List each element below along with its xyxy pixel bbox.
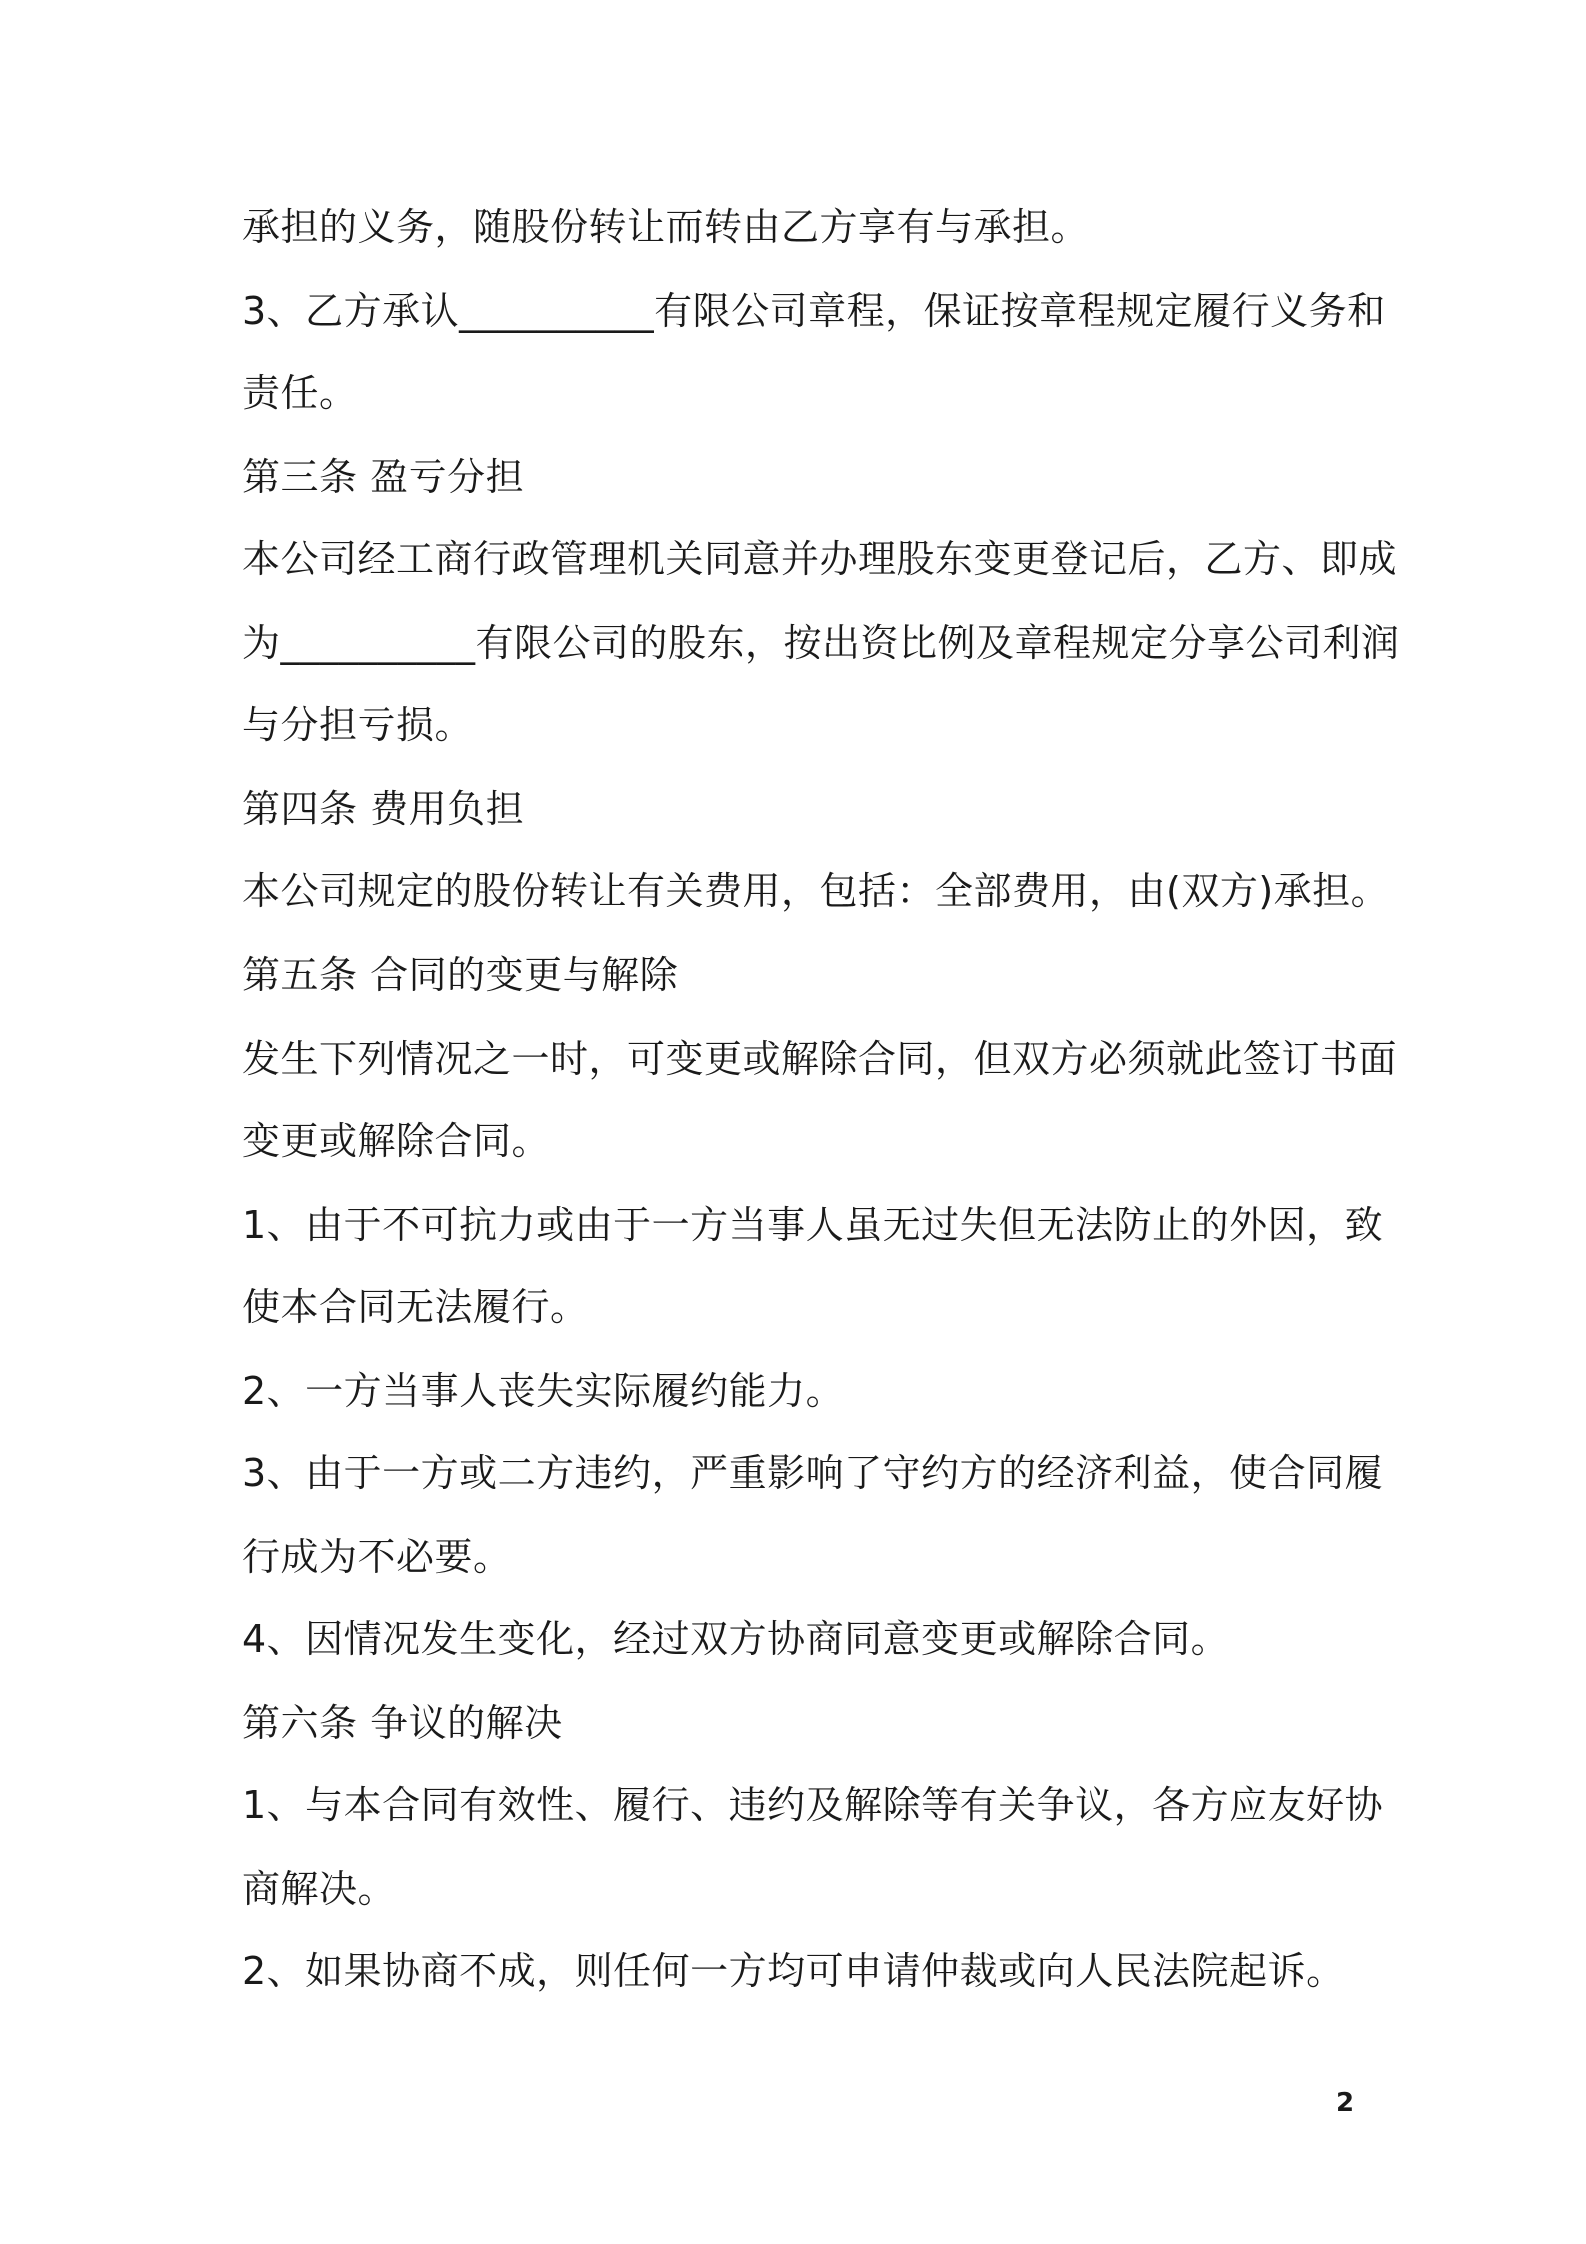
text-line: 承担的义务，随股份转让而转由乙方享有与承担。 [242,205,1090,249]
text-line: 2、如果协商不成，则任何一方均可申请仲裁或向人民法院起诉。 [242,1949,1345,1993]
page-number: 2 [1336,2088,1355,2118]
text-line: 本公司经工商行政管理机关同意并办理股东变更登记后，乙方、即成 [242,537,1398,581]
text-line: 变更或解除合同。 [242,1119,551,1163]
section-heading: 第六条 争议的解决 [242,1701,563,1745]
text-line: 为__________有限公司的股东，按出资比例及章程规定分享公司利润 [242,621,1400,665]
text-line: 使本合同无法履行。 [242,1285,589,1329]
text-line: 本公司规定的股份转让有关费用，包括：全部费用，由(双方)承担。 [242,869,1390,913]
text-line: 商解决。 [242,1867,397,1911]
text-line: 4、因情况发生变化，经过双方协商同意变更或解除合同。 [242,1617,1230,1661]
text-line: 1、与本合同有效性、履行、违约及解除等有关争议，各方应友好协 [242,1783,1384,1827]
text-line: 2、一方当事人丧失实际履约能力。 [242,1369,845,1413]
section-heading: 第四条 费用负担 [242,787,525,831]
section-heading: 第五条 合同的变更与解除 [242,953,679,997]
text-line: 1、由于不可抗力或由于一方当事人虽无过失但无法防止的外因，致 [242,1203,1384,1247]
text-line: 行成为不必要。 [242,1535,512,1579]
text-line: 责任。 [242,371,358,415]
text-line: 3、乙方承认__________有限公司章程，保证按章程规定履行义务和 [242,289,1386,333]
section-heading: 第三条 盈亏分担 [242,455,525,499]
text-line: 与分担亏损。 [242,703,474,747]
text-line: 发生下列情况之一时，可变更或解除合同，但双方必须就此签订书面 [242,1037,1398,1081]
text-line: 3、由于一方或二方违约，严重影响了守约方的经济利益，使合同履 [242,1451,1384,1495]
